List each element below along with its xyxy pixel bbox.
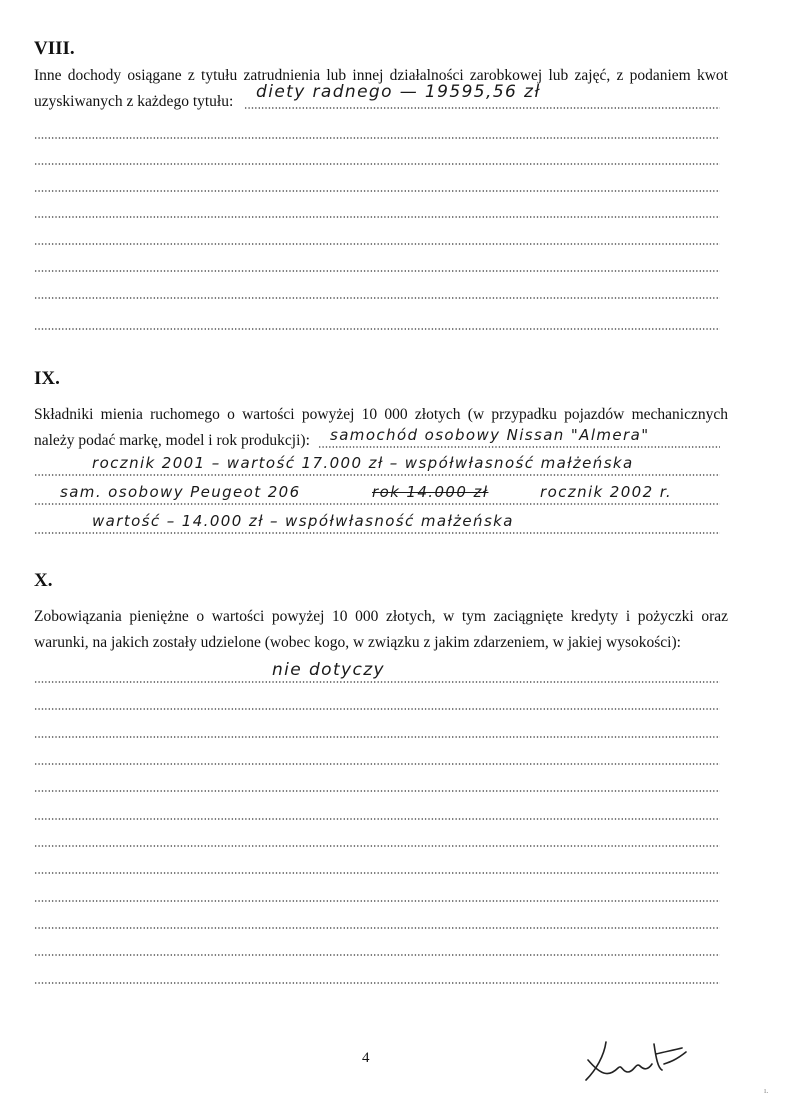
section-viii-answer: diety radnego — 19595,56 zł (256, 82, 541, 102)
page-number: 4 (362, 1050, 370, 1066)
dotted-line (34, 270, 720, 272)
dotted-line (34, 190, 720, 192)
section-x-title: X. (34, 570, 53, 591)
section-x-text: Zobowiązania pieniężne o wartości powyżej 10 000 złotych, w tym zaciągnięte kredyty i pożyczki oraz warunki, na jakich zostały udzielone (wobec kogo, w związku z jakim zdarzeniem, w jakiej wysokości): (34, 608, 728, 651)
dotted-line (34, 982, 720, 984)
section-ix-title: IX. (34, 368, 60, 389)
dotted-line (34, 845, 720, 847)
section-ix-answer-line-1: samochód osobowy Nissan "Almera" (330, 426, 650, 444)
dotted-line (34, 297, 720, 299)
section-ix-answer-line-4: rocznik 2002 r. (540, 483, 673, 501)
dotted-line (34, 681, 720, 683)
dotted-line (34, 818, 720, 820)
dotted-line (34, 736, 720, 738)
dotted-line (34, 503, 720, 505)
dotted-line (34, 216, 720, 218)
dotted-line (34, 872, 720, 874)
section-ix-answer-line-2: rocznik 2001 – wartość 17.000 zł – współwłasność małżeńska (92, 454, 634, 472)
dotted-line (244, 107, 720, 109)
dotted-line (34, 532, 720, 534)
dotted-line (34, 243, 720, 245)
dotted-line (34, 474, 720, 476)
dotted-line (34, 927, 720, 929)
dotted-line (318, 446, 720, 448)
signature-image (578, 1030, 708, 1095)
dotted-line (34, 790, 720, 792)
dotted-line (34, 328, 720, 330)
dotted-line (34, 763, 720, 765)
section-ix-answer-line-3: sam. osobowy Peugeot 206 (60, 483, 301, 501)
section-viii-title: VIII. (34, 38, 75, 59)
section-viii-text: Inne dochody osiągane z tytułu zatrudnienia lub innej działalności zarobkowej lub zajęć, z podaniem kwot uzyskiwanych z każdego tytułu: (34, 67, 728, 110)
section-ix-answer-line-5: wartość – 14.000 zł – współwłasność małżeńska (92, 512, 514, 530)
section-ix-answer-struck: rok 14.000 zł (372, 483, 489, 501)
dotted-line (34, 163, 720, 165)
section-x-answer: nie dotyczy (272, 660, 386, 680)
section-ix-text: Składniki mienia ruchomego o wartości powyżej 10 000 złotych (w przypadku pojazdów mechanicznych należy podać markę, model i rok produkcji): (34, 406, 728, 449)
dotted-line (34, 900, 720, 902)
dotted-line (34, 954, 720, 956)
dotted-line (34, 708, 720, 710)
scan-mark: ı. (764, 1086, 769, 1095)
dotted-line (34, 137, 720, 139)
